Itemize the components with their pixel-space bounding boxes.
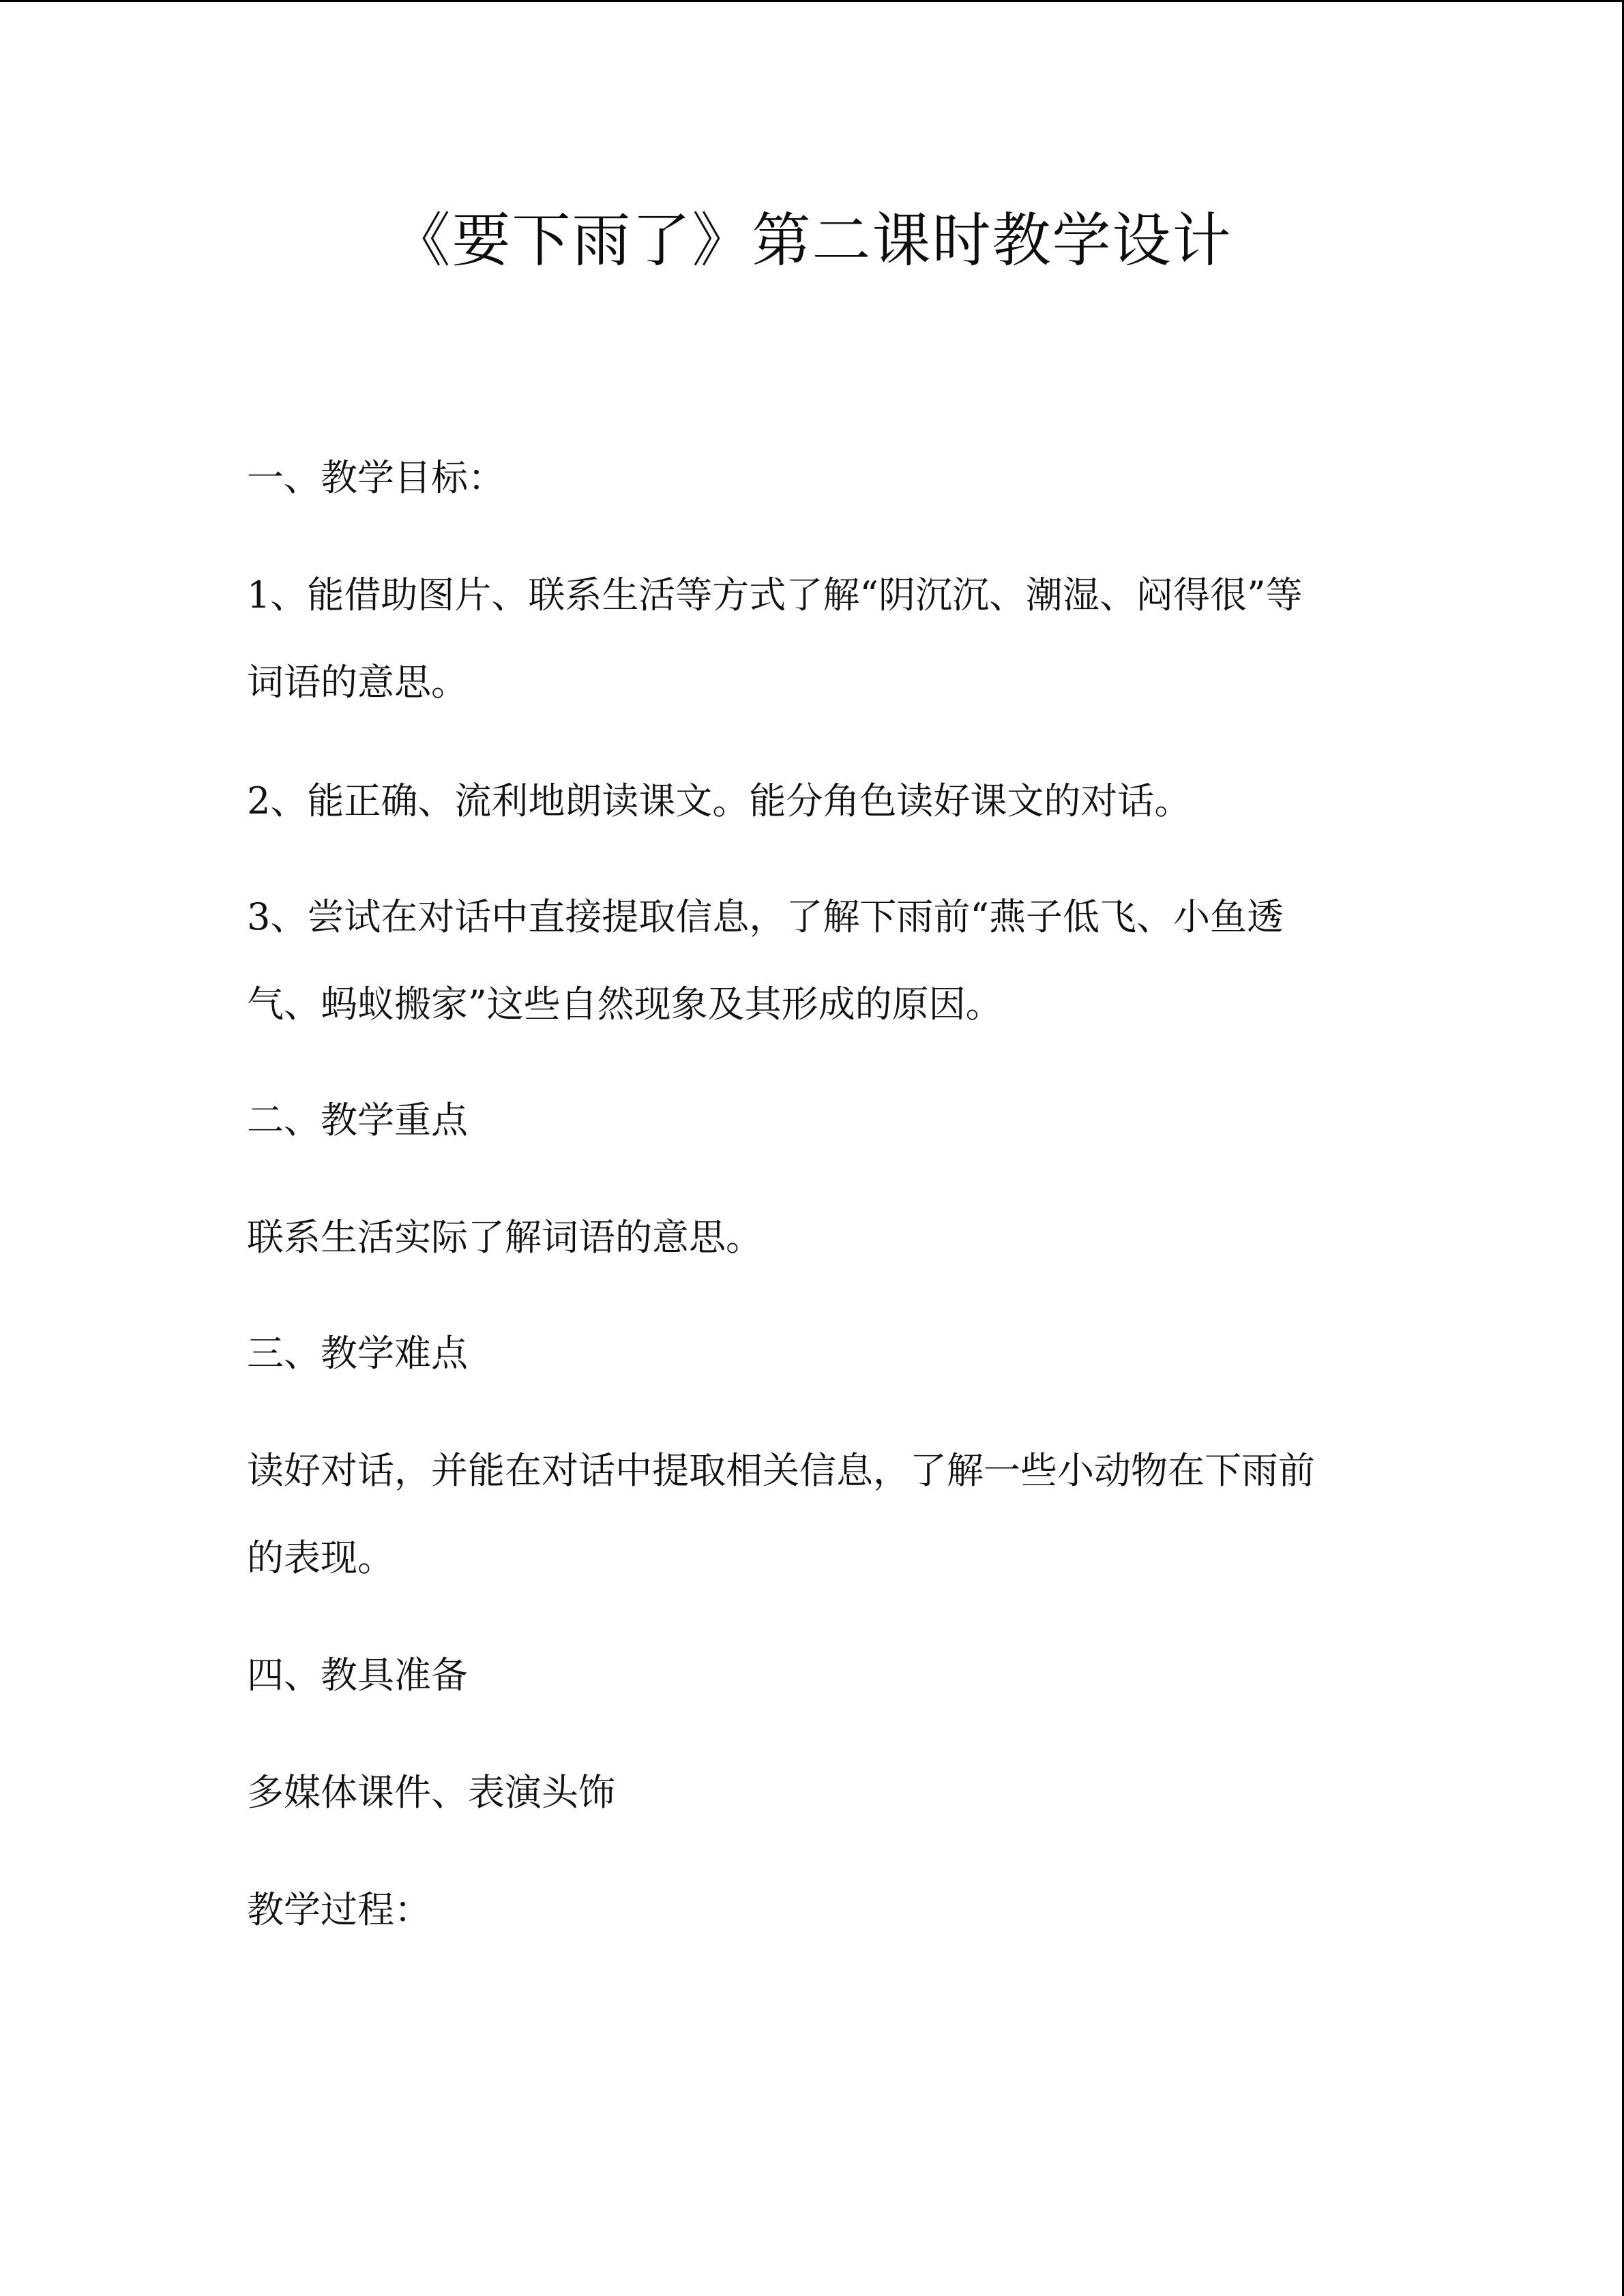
goal-3-line-2: 气、蚂蚁搬家”这些自然现象及其形成的原因。: [247, 983, 1003, 1026]
goal-3-line-1: 3、尝试在对话中直接提取信息，了解下雨前“燕子低飞、小鱼透: [247, 895, 1284, 938]
document-title: 《要下雨了》第二课时教学设计: [392, 207, 1232, 275]
difficulty-heading: 三、教学难点: [247, 1332, 468, 1375]
goals-heading: 一、教学目标：: [247, 456, 505, 499]
key-point-heading: 二、教学重点: [247, 1099, 468, 1142]
difficulty-line-2: 的表现。: [247, 1536, 394, 1579]
difficulty-line-1: 读好对话，并能在对话中提取相关信息，了解一些小动物在下雨前: [247, 1449, 1315, 1492]
goal-1-line-2: 词语的意思。: [247, 661, 468, 704]
goal-2: 2、能正确、流利地朗读课文。能分角色读好课文的对话。: [247, 779, 1192, 822]
materials-heading: 四、教具准备: [247, 1654, 468, 1697]
materials-text: 多媒体课件、表演头饰: [247, 1771, 615, 1814]
goal-1-line-1: 1、能借助图片、联系生活等方式了解“阴沉沉、潮湿、闷得很”等: [247, 573, 1303, 616]
key-point-text: 联系生活实际了解词语的意思。: [247, 1216, 763, 1259]
process-heading: 教学过程：: [247, 1888, 431, 1931]
